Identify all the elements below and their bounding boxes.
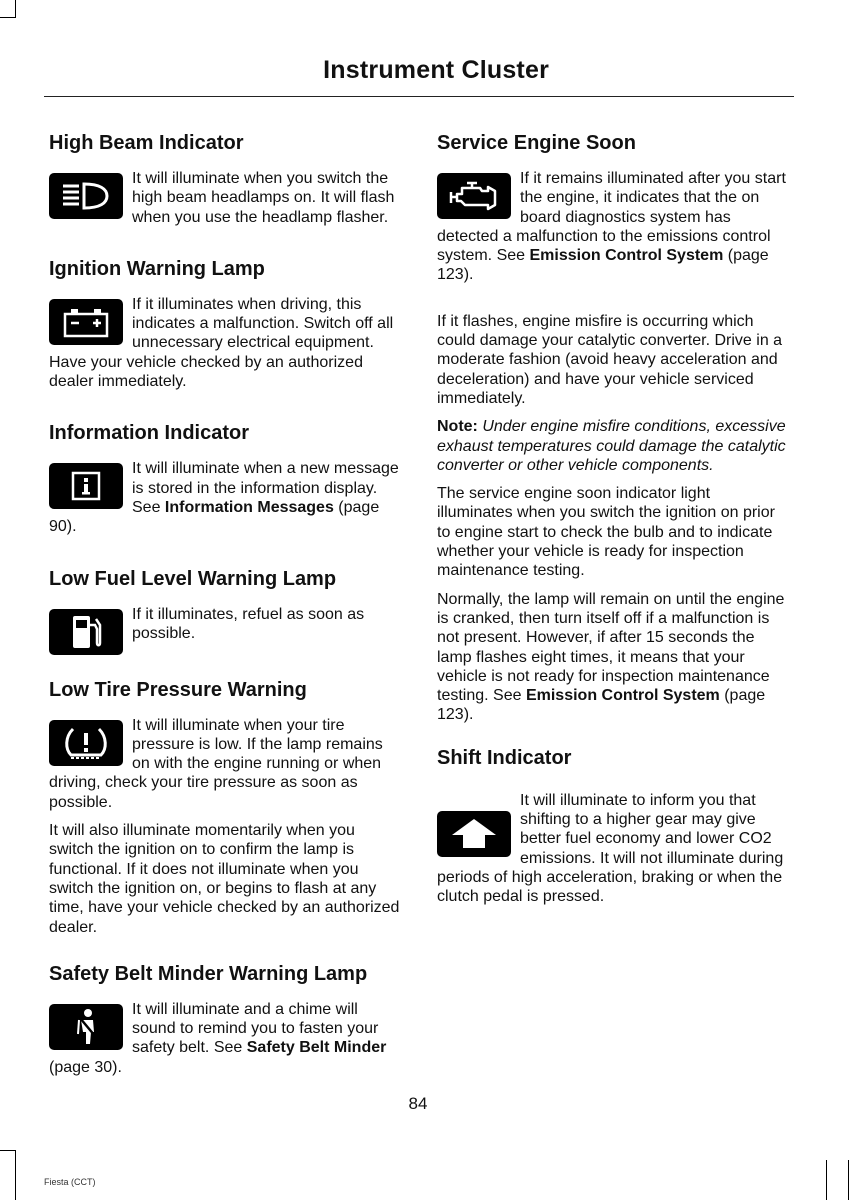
cross-reference-link[interactable]: Emission Control System: [529, 247, 724, 265]
shift-up-arrow-icon: [437, 811, 511, 857]
crop-mark: [0, 1150, 16, 1151]
shift-indicator-section: [437, 745, 788, 916]
page-title: Instrument Cluster: [323, 56, 549, 84]
battery-icon: [49, 299, 123, 345]
service-engine-section: [437, 130, 788, 725]
safety-belt-section: [49, 961, 400, 1086]
section-text: It will also illuminate momentarily when you switch the ignition on to confirm the lamp is functional. If it does not illuminate when you switch the ignition on, or begins to flash at any time, have your vehicle checked by an authorized dealer.: [49, 822, 400, 936]
ignition-section: [49, 256, 400, 400]
header-divider: [44, 96, 794, 97]
section-text: Normally, the lamp will remain on until the engine is cranked, then turn itself off if a malfunction is not present. However, if after 15 seconds the lamp flashes eight times, it means that your vehicle is not ready for inspection maintenance testing. See Emission Control System (page 123).: [437, 590, 785, 724]
crop-mark: [848, 1160, 849, 1200]
low-fuel-section: [49, 566, 400, 657]
crop-mark: [826, 1160, 827, 1200]
section-title: Ignition Warning Lamp: [49, 257, 265, 280]
right-column: [437, 130, 788, 936]
tire-pressure-icon: [49, 720, 123, 766]
high-beam-icon: [49, 173, 123, 219]
section-text: If it illuminates when driving, this indicates a malfunction. Switch off all unnecessary electrical equipment. Have your vehicle checked by an authorized dealer immediately.: [49, 295, 394, 391]
section-title: High Beam Indicator: [49, 132, 244, 154]
information-icon: [49, 463, 123, 509]
engine-icon: [437, 173, 511, 219]
section-title: Safety Belt Minder Warning Lamp: [49, 962, 368, 985]
high-beam-section: [49, 130, 400, 236]
footer-label: Fiesta (CCT): [44, 1177, 96, 1187]
section-text: If it remains illuminated after you start the engine, it indicates that the on board diagnostics system has detected a malfunction to the emissions control system. See Emission Control System (page 123).: [437, 170, 786, 284]
section-text: If it illuminates, refuel as soon as possible.: [132, 605, 365, 642]
cross-reference-link[interactable]: Information Messages: [164, 498, 334, 516]
cross-reference-link[interactable]: Safety Belt Minder: [246, 1039, 387, 1057]
tire-pressure-section: [49, 677, 400, 937]
section-title: Low Fuel Level Warning Lamp: [49, 567, 337, 590]
note-text: Note: Under engine misfire conditions, excessive exhaust temperatures could damage the catalytic converter or other vehicle components.: [437, 418, 786, 474]
crop-mark: [15, 0, 16, 18]
section-text: It will illuminate when you switch the high beam headlamps on. It will flash when you use the headlamp flasher.: [132, 170, 395, 226]
information-section: [49, 420, 400, 545]
section-title: Service Engine Soon: [437, 132, 636, 154]
crop-mark: [0, 17, 16, 18]
section-text: It will illuminate and a chime will sound to remind you to fasten your safety belt. See Safety Belt Minder (page 30).: [49, 1000, 387, 1076]
section-title: Low Tire Pressure Warning: [49, 678, 307, 701]
section-text: The service engine soon indicator light illuminates when you switch the ignition on prior to engine start to check the bulb and to indicate whether your vehicle is ready for inspection maintenance testing.: [437, 485, 775, 580]
section-title: Shift Indicator: [437, 746, 572, 769]
seat-belt-icon: [49, 1004, 123, 1050]
cross-reference-link[interactable]: Emission Control System: [525, 687, 720, 705]
crop-mark: [15, 1150, 16, 1200]
section-title: Information Indicator: [49, 422, 249, 445]
section-text: It will illuminate when a new message is stored in the information display. See Information Messages (page 90).: [49, 460, 399, 536]
section-text: It will illuminate when your tire pressure is low. If the lamp remains on with the engine running or when driving, check your tire pressure as soon as possible.: [49, 716, 383, 811]
section-text: If it flashes, engine misfire is occurring which could damage your catalytic converter. Drive in a moderate fashion (avoid heavy acceleration and deceleration) and have your vehicle serviced immediately.: [437, 312, 783, 407]
section-text: It will illuminate to inform you that shifting to a higher gear may give better fuel economy and lower CO2 emissions. It will not illuminate during periods of high acceleration, braking or when the clutch pedal is pressed.: [437, 791, 784, 906]
left-column: [49, 130, 400, 1106]
page-number: 84: [408, 1094, 428, 1113]
fuel-pump-icon: [49, 609, 123, 655]
